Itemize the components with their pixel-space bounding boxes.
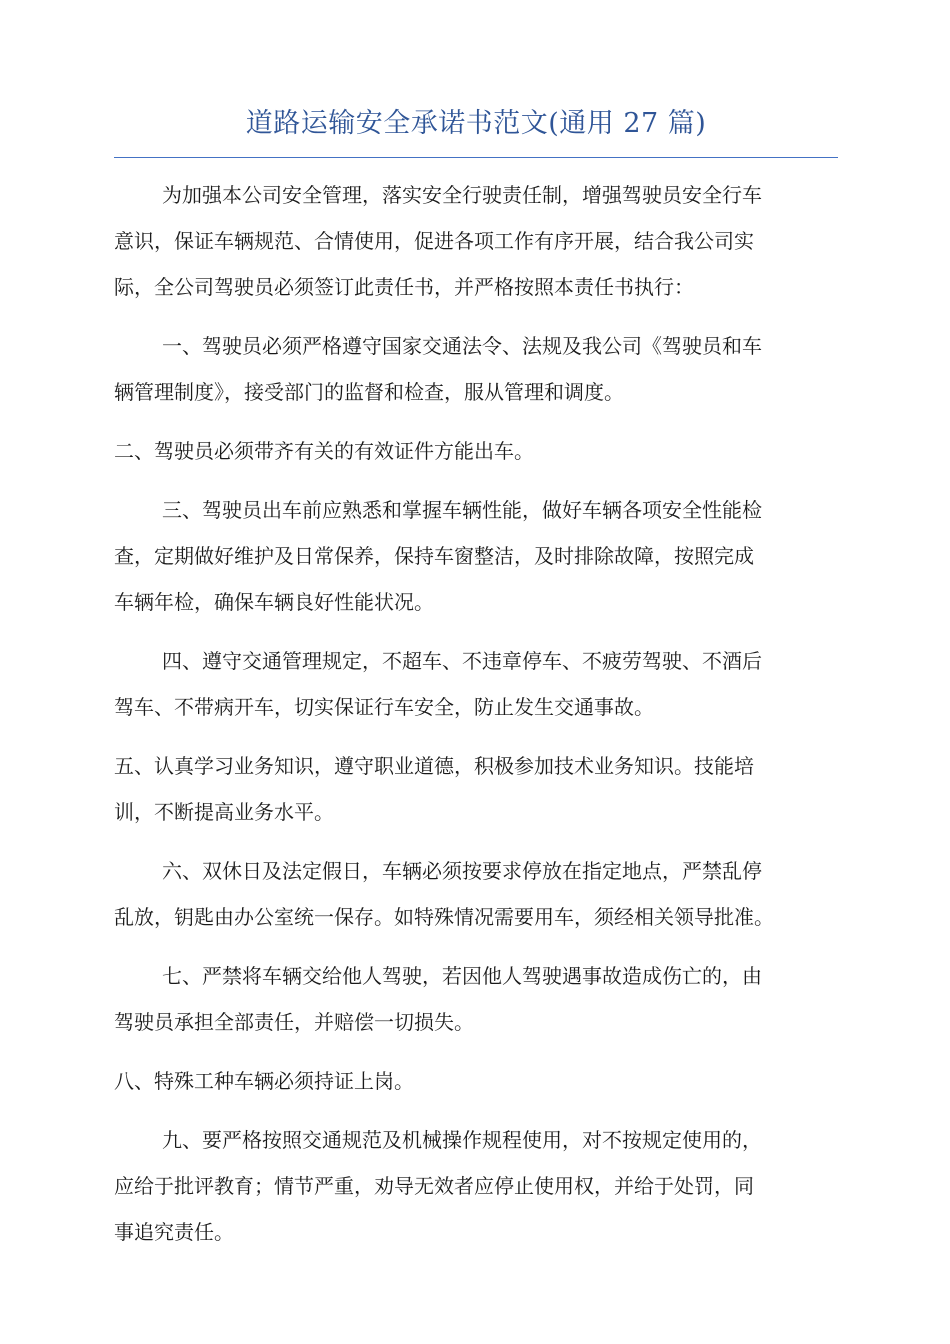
document-body xyxy=(114,172,838,1268)
document-title: 道路运输安全承诺书范文(通用 27 篇) xyxy=(245,108,707,139)
text-line: 九、要严格按照交通规范及机械操作规程使用，对不按规定使用的， xyxy=(162,1128,762,1152)
paragraph-item-5 xyxy=(114,743,838,835)
text-line: 一、驾驶员必须严格遵守国家交通法令、法规及我公司《驾驶员和车 xyxy=(162,334,762,358)
paragraph-item-2 xyxy=(114,428,838,474)
text-line: 驾驶员承担全部责任，并赔偿一切损失。 xyxy=(114,1010,474,1034)
paragraph-item-1 xyxy=(114,323,838,415)
paragraph-item-7 xyxy=(114,953,838,1045)
paragraph-item-8 xyxy=(114,1058,838,1104)
text-line: 事追究责任。 xyxy=(114,1220,234,1244)
text-line: 为加强本公司安全管理，落实安全行驶责任制，增强驾驶员安全行车 xyxy=(162,183,762,207)
text-line: 车辆年检，确保车辆良好性能状况。 xyxy=(114,590,434,614)
text-line: 辆管理制度》，接受部门的监督和检查，服从管理和调度。 xyxy=(114,380,624,404)
text-line: 际，全公司驾驶员必须签订此责任书，并严格按照本责任书执行： xyxy=(114,275,694,299)
text-line: 八、特殊工种车辆必须持证上岗。 xyxy=(114,1069,414,1093)
text-line: 五、认真学习业务知识，遵守职业道德，积极参加技术业务知识。技能培 xyxy=(114,754,754,778)
text-line: 查，定期做好维护及日常保养，保持车窗整洁，及时排除故障，按照完成 xyxy=(114,544,754,568)
paragraph-item-9 xyxy=(114,1117,838,1255)
text-line: 驾车、不带病开车，切实保证行车安全，防止发生交通事故。 xyxy=(114,695,654,719)
paragraph-item-3 xyxy=(114,487,838,625)
text-line: 应给于批评教育；情节严重，劝导无效者应停止使用权，并给于处罚，同 xyxy=(114,1174,754,1198)
text-line: 二、驾驶员必须带齐有关的有效证件方能出车。 xyxy=(114,439,534,463)
text-line: 四、遵守交通管理规定，不超车、不违章停车、不疲劳驾驶、不酒后 xyxy=(162,649,762,673)
text-line: 七、严禁将车辆交给他人驾驶，若因他人驾驶遇事故造成伤亡的，由 xyxy=(162,964,762,988)
paragraph-item-6 xyxy=(114,848,838,940)
paragraph-item-4 xyxy=(114,638,838,730)
text-line: 三、驾驶员出车前应熟悉和掌握车辆性能，做好车辆各项安全性能检 xyxy=(162,498,762,522)
text-line: 六、双休日及法定假日，车辆必须按要求停放在指定地点，严禁乱停 xyxy=(162,859,762,883)
text-line: 训，不断提高业务水平。 xyxy=(114,800,334,824)
text-line: 意识，保证车辆规范、合情使用，促进各项工作有序开展，结合我公司实 xyxy=(114,229,754,253)
title-divider xyxy=(114,157,838,158)
text-line: 乱放，钥匙由办公室统一保存。如特殊情况需要用车，须经相关领导批准。 xyxy=(114,905,774,929)
paragraph-intro xyxy=(114,172,838,310)
